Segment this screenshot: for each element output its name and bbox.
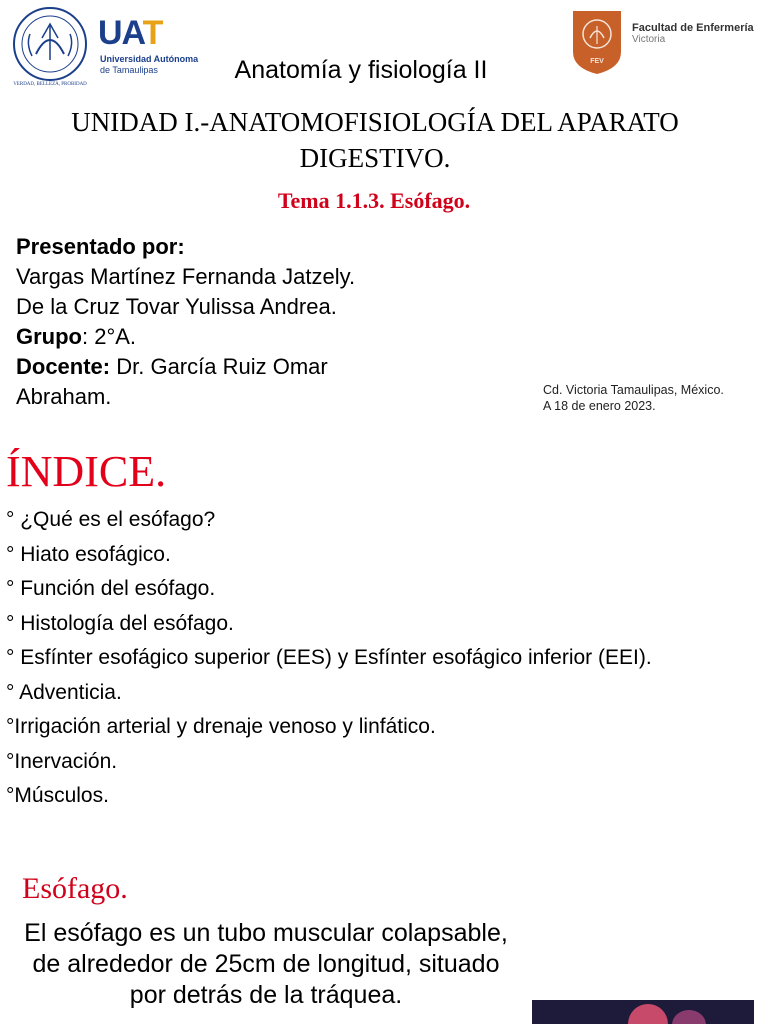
- uat-name-line2: de Tamaulipas: [100, 65, 158, 75]
- location-line: Cd. Victoria Tamaulipas, México.: [543, 383, 724, 397]
- esophagus-section-title: Esófago.: [22, 872, 128, 905]
- location-date: [543, 382, 724, 414]
- teacher-label: Docente:: [16, 354, 111, 379]
- index-item: °Irrigación arterial y drenaje venoso y linfático.: [6, 715, 436, 738]
- group-value: : 2°A.: [82, 324, 137, 349]
- date-line: A 18 de enero 2023.: [543, 399, 656, 413]
- index-item: °Inervación.: [6, 749, 118, 773]
- presenter-name: De la Cruz Tovar Yulissa Andrea.: [16, 294, 337, 319]
- esophagus-description: El esófago es un tubo muscular colapsable, de alrededor de 25cm de longitud, situado por detrás de la tráquea.: [24, 919, 508, 1009]
- index-title: ÍNDICE.: [6, 447, 167, 496]
- faculty-name: Facultad de Enfermería: [632, 22, 754, 34]
- index-item: ° Función del esófago.: [6, 577, 216, 600]
- presenters-block: [16, 232, 355, 412]
- fev-badge-text: FEV: [590, 58, 604, 65]
- index-list: [6, 506, 756, 817]
- tissue-shape: [672, 1010, 706, 1024]
- index-item: ° Esfínter esofágico superior (EES) y Esfínter esofágico inferior (EEI).: [6, 646, 652, 669]
- tissue-shape: [628, 1004, 668, 1024]
- uat-wordmark: UAT: [98, 14, 163, 52]
- index-item: ° Hiato esofágico.: [6, 542, 171, 566]
- index-item: ° Adventicia.: [6, 680, 122, 704]
- seal-motto: VERDAD, BELLEZA, PROBIDAD: [13, 82, 87, 87]
- unit-title: UNIDAD I.-ANATOMOFISIOLOGÍA DEL APARATO DIGESTIVO.: [71, 107, 679, 173]
- index-item: ° ¿Qué es el esófago?: [6, 508, 216, 531]
- faculty-city: Victoria: [632, 34, 666, 45]
- esophagus-illustration: [532, 1000, 754, 1024]
- teacher-value-continued: Abraham.: [16, 384, 112, 409]
- index-item: °Músculos.: [6, 784, 109, 807]
- subject-title: Anatomía y fisiología II: [234, 56, 488, 84]
- topic-title: Tema 1.1.3. Esófago.: [277, 188, 471, 213]
- group-label: Grupo: [16, 324, 82, 349]
- presented-by-label: Presentado por:: [16, 234, 185, 259]
- presenter-name: Vargas Martínez Fernanda Jatzely.: [16, 264, 356, 289]
- index-item: ° Histología del esófago.: [6, 611, 234, 635]
- teacher-value: Dr. García Ruiz Omar: [110, 354, 328, 379]
- group-line: [16, 322, 355, 352]
- teacher-line: [16, 352, 355, 382]
- uat-name-line1: Universidad Autónoma: [100, 54, 199, 64]
